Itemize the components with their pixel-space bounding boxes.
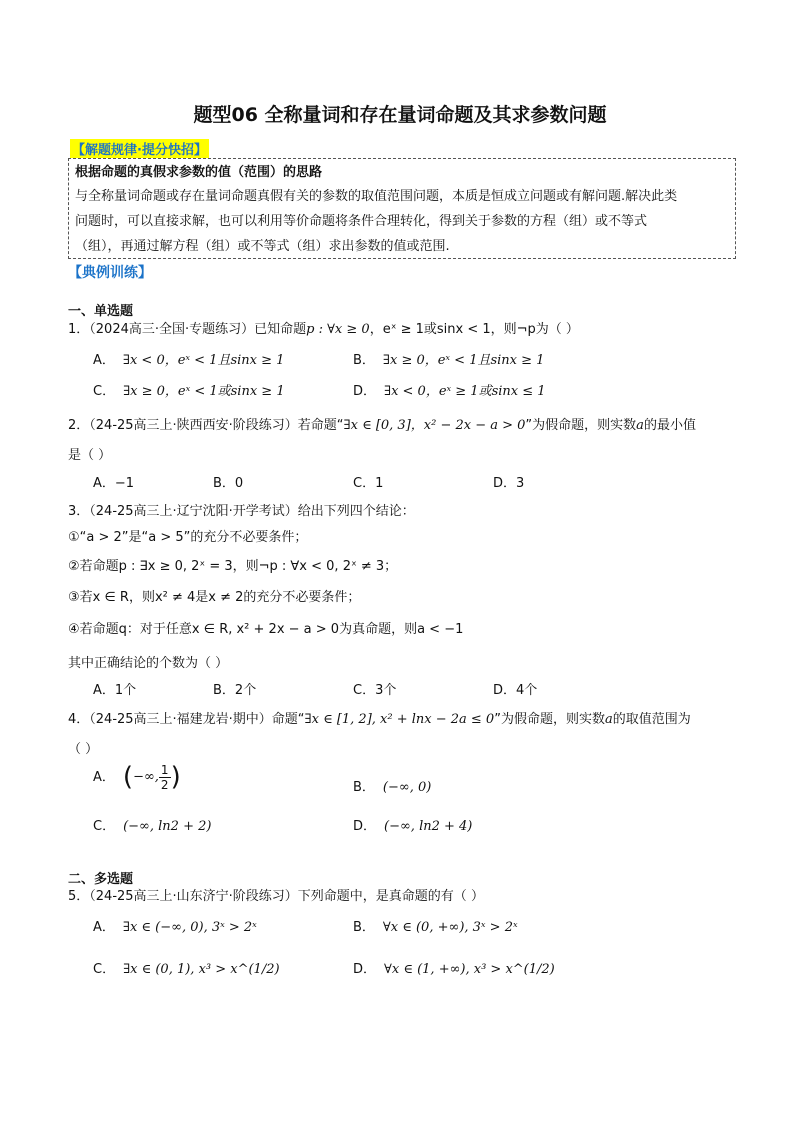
- q3-statement-4: ④若命题q：对于任意x ∈ R, x² + 2x − a > 0为真命题，则a < −1: [68, 622, 464, 637]
- q5-option-c: C． ∃x ∈ (0, 1), x³ > x^(1/2): [93, 962, 280, 977]
- question-3-stem: 3．（24-25高三上·辽宁沈阳·开学考试）给出下列四个结论：: [68, 504, 415, 519]
- q5-option-a: A． ∃x ∈ (−∞, 0), 3ˣ > 2ˣ: [93, 920, 257, 935]
- q2-option-b: B．0: [213, 476, 244, 491]
- q4-option-c: C． (−∞, ln2 + 2): [93, 819, 212, 834]
- q4-option-d: D． (−∞, ln2 + 4): [353, 819, 473, 834]
- question-4-stem-end: （ ）: [68, 742, 99, 757]
- section-multiple-choice: 二、多选题: [68, 872, 134, 887]
- tip-line: 与全称量词命题或存在量词命题真假有关的参数的取值范围问题，本质是恒成立问题或有解问题.解决此类: [75, 189, 678, 204]
- q3-question: 其中正确结论的个数为（ ）: [68, 656, 229, 671]
- tips-tag: 【解题规律·提分快招】: [70, 139, 209, 158]
- q3-statement-2: ②若命题p : ∃x ≥ 0, 2ˣ = 3，则¬p : ∀x < 0, 2ˣ ≠ 3；: [68, 559, 398, 574]
- q1-option-c: C． ∃x ≥ 0，eˣ < 1或sinx ≥ 1: [93, 384, 285, 399]
- q2-option-a: A．−1: [93, 476, 135, 491]
- q3-option-d: D．4个: [493, 683, 538, 698]
- tip-line: （组），再通过解方程（组）或不等式（组）求出参数的值或范围.: [75, 239, 450, 254]
- q1-option-b: B． ∃x ≥ 0，eˣ < 1且sinx ≥ 1: [353, 353, 545, 368]
- q5-option-d: D． ∀x ∈ (1, +∞), x³ > x^(1/2): [353, 962, 555, 977]
- tip-heading: 根据命题的真假求参数的值（范围）的思路: [75, 165, 323, 180]
- q2-option-c: C．1: [353, 476, 384, 491]
- q3-option-c: C．3个: [353, 683, 397, 698]
- q1-option-d: D． ∃x < 0，eˣ ≥ 1或sinx ≤ 1: [353, 384, 546, 399]
- section-single-choice: 一、单选题: [68, 304, 134, 319]
- q3-option-b: B．2个: [213, 683, 257, 698]
- examples-heading: 【典例训练】: [68, 265, 152, 281]
- q3-statement-1: ①“a > 2”是“a > 5”的充分不必要条件；: [68, 530, 308, 545]
- question-1-stem: 1．（2024高三·全国·专题练习）已知命题p : ∀x ≥ 0，eˣ ≥ 1或sinx < 1，则¬p为（ ）: [68, 322, 579, 337]
- question-2-stem-end: 是（ ）: [68, 448, 112, 463]
- q3-statement-3: ③若x ∈ R，则x² ≠ 4是x ≠ 2的充分不必要条件；: [68, 590, 361, 605]
- question-4-stem: 4．（24-25高三上·福建龙岩·期中）命题“∃x ∈ [1, 2], x² + lnx − 2a ≤ 0”为假命题，则实数a的取值范围为: [68, 712, 691, 727]
- q2-option-d: D．3: [493, 476, 525, 491]
- q4-option-b: B． (−∞, 0): [353, 780, 432, 795]
- question-2-stem: 2．（24-25高三上·陕西西安·阶段练习）若命题“∃x ∈ [0, 3]，x² − 2x − a > 0”为假命题，则实数a的最小值: [68, 418, 696, 433]
- q1-option-a: A． ∃x < 0，eˣ < 1且sinx ≥ 1: [93, 353, 285, 368]
- q3-option-a: A．1个: [93, 683, 137, 698]
- tip-line: 问题时，可以直接求解，也可以利用等价命题将条件合理转化，得到关于参数的方程（组）或不等式: [75, 214, 648, 229]
- tip-box: [68, 158, 736, 259]
- q4-option-a: A． (−∞, $\frac{1}{2}$ ): [93, 762, 181, 792]
- question-5-stem: 5．（24-25高三上·山东济宁·阶段练习）下列命题中，是真命题的有（ ）: [68, 889, 484, 904]
- page-title: 题型06 全称量词和存在量词命题及其求参数问题: [193, 104, 607, 126]
- q5-option-b: B． ∀x ∈ (0, +∞), 3ˣ > 2ˣ: [353, 920, 518, 935]
